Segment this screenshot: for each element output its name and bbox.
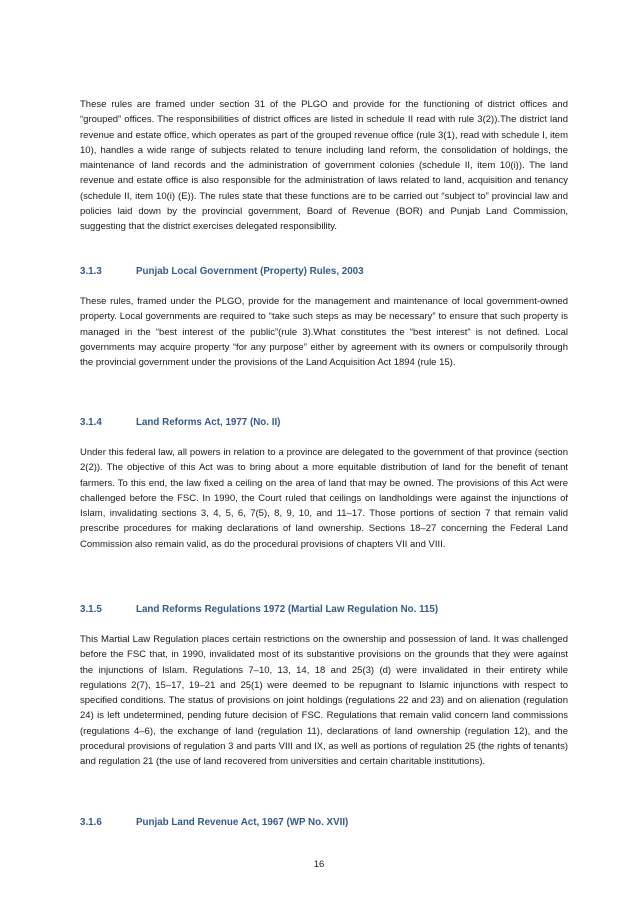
- section-title: Punjab Local Government (Property) Rules, 2003: [136, 266, 364, 277]
- section-number: 3.1.4: [80, 417, 102, 428]
- section-title: Land Reforms Regulations 1972 (Martial Law Regulation No. 115): [136, 604, 439, 615]
- section-heading-3-1-4: [80, 417, 568, 428]
- paragraph-land-reforms-act: Under this federal law, all powers in relation to a province are delegated to the government of that province (section 2(2)). The objective of this Act was to bring about a more equitable distribution of land for the benefit of tenant farmers. To this end, the law fixed a ceiling on the area of land that may be owned. The provisions of this Act were challenged before the FSC. In 1990, the Court ruled that ceilings on landholdings were against the injunctions of Islam, invalidating sections 3, 4, 5, 6, 7(5), 8, 9, 10, and 11–17. Those portions of section 7 that remain valid prescribe procedures for making declarations of land ownership. Sections 18–27 concerning the Federal Land Commission also remain valid, as do the procedural provisions of chapters VII and VIII.: [80, 447, 568, 550]
- paragraph-plgo-rules: These rules are framed under section 31 of the PLGO and provide for the functioning of district offices and “grouped” offices. The responsibilities of district offices are listed in schedule II read with rule 3(2)).The district land revenue and estate office, which operates as part of the grouped revenue office (rule 3(1), read with schedule I, item 10), handles a wide range of subjects related to tenure including land reform, the consolidation of holdings, the maintenance of land records and the administration of government colonies (schedule II, item 10(i)). The land revenue and estate office is also responsible for the administration of laws related to land, acquisition and tenancy (schedule II, item 10(i) (E)). The rules state that these functions are to be carried out “subject to” provincial law and policies laid down by the provincial government, Board of Revenue (BOR) and Punjab Land Commission, suggesting that the district exercises delegated responsibility.: [80, 99, 568, 233]
- paragraph-martial-law-regulation: This Martial Law Regulation places certain restrictions on the ownership and possession of land. It was challenged before the FSC that, in 1990, invalidated most of its substantive provisions on the grounds that they were against the injunctions of Islam. Regulations 7–10, 13, 14, 18 and 25(3) (d) were invalidated in their entirety while regulations 2(7), 15–17, 19–21 and 25(1) were deemed to be repugnant to Islamic injunctions with respect to specified conditions. The status of provisions on joint holdings (regulations 22 and 23) and on alienation (regulation 24) is left undetermined, pending future decision of FSC. Regulations that remain valid concern land commissions (regulations 4–6), the exchange of land (regulation 11), declarations of land ownership (regulation 12), and the procedural provisions of regulation 3 and parts VIII and IX, as well as portions of regulation 25 (the rights of tenants) and regulation 21 (the use of land recovered from universities and certain charitable institutions).: [80, 634, 568, 768]
- section-title: Punjab Land Revenue Act, 1967 (WP No. XVII): [136, 817, 349, 828]
- page-number: 16: [313, 859, 325, 870]
- section-title: Land Reforms Act, 1977 (No. II): [136, 417, 281, 428]
- paragraph-property-rules: These rules, framed under the PLGO, provide for the management and maintenance of local government-owned property. Local governments are required to “take such steps as may be necessary” to ensure that such property is managed in the “best interest of the public”(rule 3).What constitutes the “best interest” is not defined. Local governments may acquire property “for any purpose” either by agreement with its owners or compulsorily through the provincial government under the provisions of the Land Acquisition Act 1894 (rule 15).: [80, 296, 568, 369]
- section-heading-3-1-5: [80, 604, 568, 615]
- section-number: 3.1.6: [80, 817, 102, 828]
- section-number: 3.1.3: [80, 266, 102, 277]
- section-heading-3-1-3: [80, 266, 568, 277]
- section-number: 3.1.5: [80, 604, 102, 615]
- section-heading-3-1-6: [80, 817, 568, 828]
